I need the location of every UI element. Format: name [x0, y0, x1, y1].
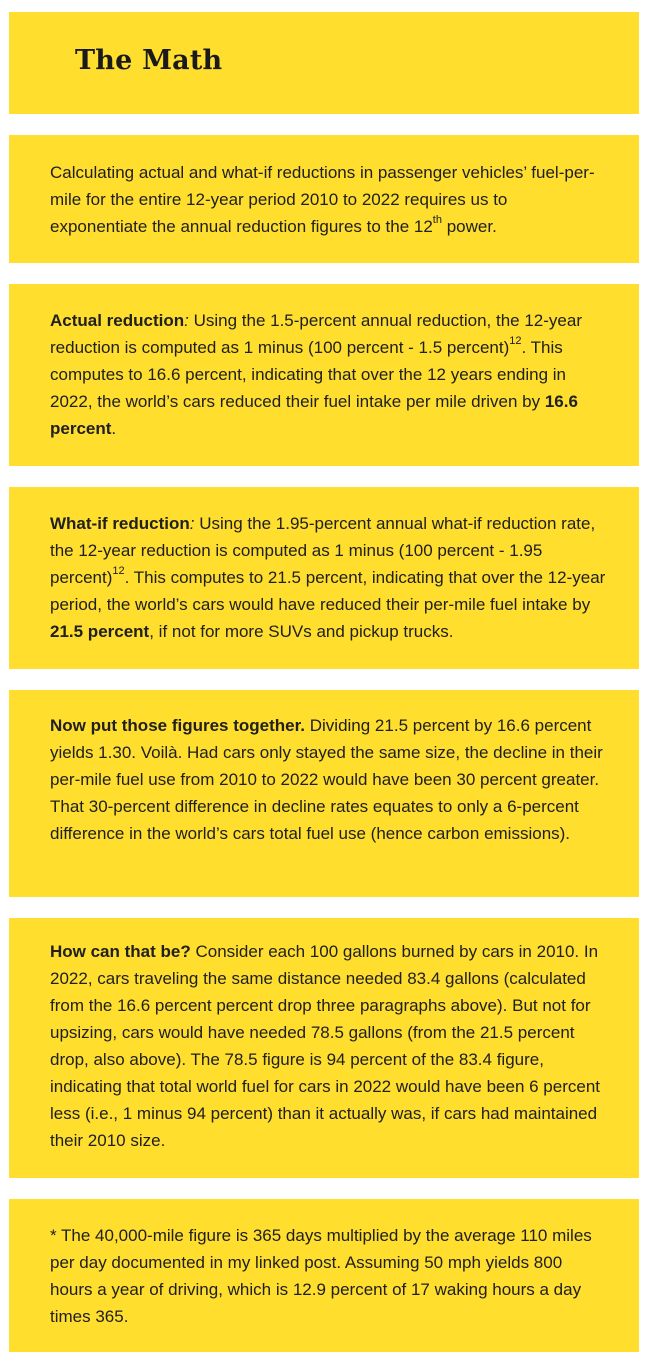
- intro-superscript: th: [432, 214, 442, 227]
- how-can-that-be-panel: [9, 918, 639, 1178]
- actual-reduction-panel: [9, 284, 639, 466]
- title-panel: [9, 12, 639, 114]
- whatif-reduction-colon: :: [189, 514, 195, 533]
- put-together-label: Now put those figures together.: [50, 716, 306, 735]
- intro-text: Calculating actual and what-if reductions in passenger vehicles’ fuel-per-mile for the entire 12-year period 2010 to 2022 requires us to exponentiate the annual reduction figures to the 12: [50, 163, 595, 236]
- intro-paragraph: [50, 159, 606, 240]
- how-can-that-be-label: How can that be?: [50, 942, 191, 961]
- footnote-paragraph: * The 40,000-mile figure is 365 days multiplied by the average 110 miles per day documented in my linked post. Assuming 50 mph yields 800 hours a year of driving, which is 12.9 percent of 17 waking hours a day times 365.: [50, 1226, 592, 1326]
- whatif-reduction-value: 21.5 percent: [50, 622, 150, 641]
- whatif-reduction-end: , if not for more SUVs and pickup trucks.: [149, 622, 454, 641]
- put-together-paragraph: [50, 712, 606, 847]
- put-together-panel: [9, 690, 639, 897]
- footnote-panel: [9, 1199, 639, 1352]
- whatif-reduction-panel: [9, 487, 639, 669]
- actual-reduction-paragraph: [50, 307, 606, 442]
- actual-reduction-text-2: . This computes to 16.6 percent, indicating that over the 12 years ending in 2022, the world’s cars reduced their fuel intake per mile driven by: [50, 338, 566, 411]
- put-together-text: Dividing 21.5 percent by 16.6 percent yields 1.30. Voilà. Had cars only stayed the same size, the decline in their per-mile fuel use from 2010 to 2022 would have been 30 percent greater. That 30-percent difference in decline rates equates to only a 6-percent difference in the world’s cars total fuel use (hence carbon emissions).: [50, 716, 603, 843]
- actual-reduction-end: .: [111, 419, 117, 438]
- actual-reduction-text-1: Using the 1.5-percent annual reduction, the 12-year reduction is computed as 1 minus (100 percent - 1.5 percent): [50, 311, 582, 357]
- whatif-reduction-exponent: 12: [112, 565, 125, 578]
- whatif-reduction-text-2: . This computes to 21.5 percent, indicating that over the 12-year period, the world’s cars would have reduced their per-mile fuel intake by: [50, 568, 606, 614]
- intro-panel: [9, 135, 639, 263]
- how-can-that-be-paragraph: [50, 938, 606, 1154]
- whatif-reduction-label: What-if reduction: [50, 514, 190, 533]
- actual-reduction-value: 16.6 percent: [50, 392, 578, 438]
- section-title: The Math: [75, 45, 223, 76]
- actual-reduction-label: Actual reduction: [50, 311, 185, 330]
- actual-reduction-colon: :: [184, 311, 189, 330]
- intro-text-after: power.: [441, 217, 497, 236]
- whatif-reduction-paragraph: [50, 510, 606, 645]
- whatif-reduction-text-1: Using the 1.95-percent annual what-if reduction rate, the 12-year reduction is computed as 1 minus (100 percent - 1.95 percent): [50, 514, 596, 587]
- how-can-that-be-text: Consider each 100 gallons burned by cars in 2010. In 2022, cars traveling the same distance needed 83.4 gallons (calculated from the 16.6 percent percent drop three paragraphs above). But not for upsizing, cars would have needed 78.5 gallons (from the 21.5 percent drop, also above). The 78.5 figure is 94 percent of the 83.4 figure, indicating that total world fuel for cars in 2022 would have been 6 percent less (i.e., 1 minus 94 percent) than it actually was, if cars had maintained their 2010 size.: [50, 942, 601, 1150]
- actual-reduction-exponent: 12: [509, 335, 522, 348]
